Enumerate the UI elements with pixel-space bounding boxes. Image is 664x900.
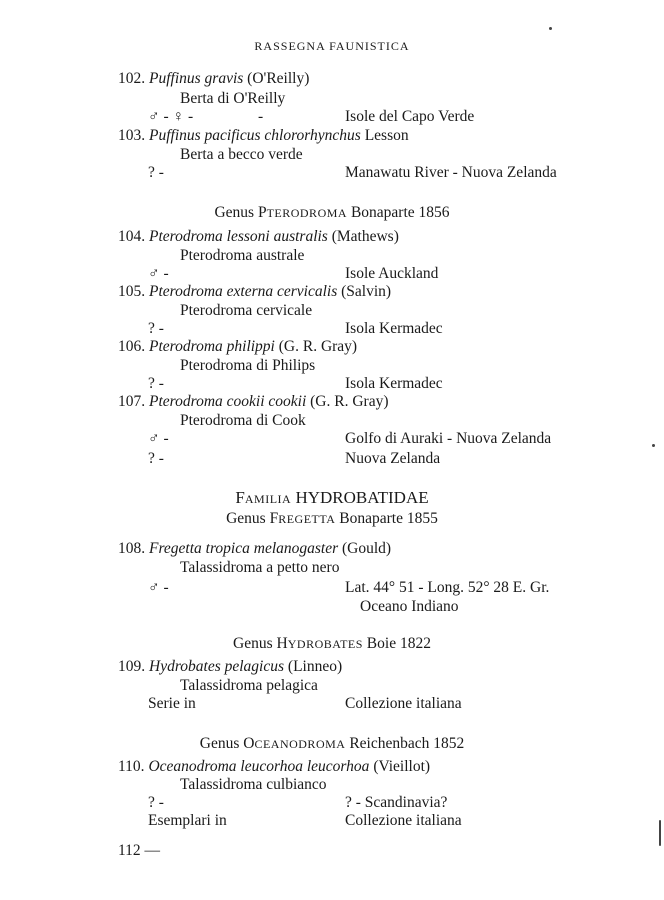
entry-number: 103. <box>118 127 146 144</box>
specimen-locality: Collezione italiana <box>345 812 462 829</box>
author: (G. R. Gray) <box>306 393 389 410</box>
scientific-name: Pterodroma externa cervicalis <box>149 283 338 300</box>
common-name: Talassidroma culbianco <box>180 776 327 793</box>
specimen-sex: ♂ - <box>148 265 169 282</box>
genus-rest: CEANODROMA <box>254 737 346 751</box>
specimen-locality-2: Oceano Indiano <box>360 598 459 615</box>
specimen-locality: Nuova Zelanda <box>345 450 441 467</box>
specimen-locality: Isole del Capo Verde <box>345 108 475 125</box>
entry-number: 106. <box>118 338 146 355</box>
entry-103-title <box>118 127 409 145</box>
specimen-locality: Collezione italiana <box>345 695 462 712</box>
common-name: Pterodroma di Philips <box>180 357 316 374</box>
genus-prefix: Genus <box>233 635 277 652</box>
genus-heading-hydrobates <box>0 635 664 653</box>
author: (Gould) <box>338 540 392 557</box>
scientific-name: Fregetta tropica melanogaster <box>149 540 339 557</box>
genus-initial: O <box>243 735 255 752</box>
specimen-sex: ♂ - ♀ - <box>148 108 194 125</box>
specimen-sex: ? - <box>148 375 164 392</box>
author: (Linneo) <box>284 658 343 675</box>
entry-104-title <box>118 228 399 246</box>
entry-number: 108. <box>118 540 146 557</box>
entry-108-title <box>118 540 391 558</box>
genus-heading-oceanodroma <box>0 735 664 753</box>
specimen-locality: Isola Kermadec <box>345 375 443 392</box>
scan-speck <box>549 27 552 30</box>
specimen-locality: ? - Scandinavia? <box>345 794 448 811</box>
genus-prefix: Genus <box>199 735 244 752</box>
specimen-sex: ? - <box>148 164 164 181</box>
familia-rest: AMILIA <box>244 492 292 506</box>
scientific-name: Pterodroma philippi <box>149 338 275 355</box>
genus-initial: F <box>269 510 279 527</box>
specimen-locality: Manawatu River - Nuova Zelanda <box>345 164 557 181</box>
entry-number: 105. <box>118 283 146 300</box>
genus-rest: REGETTA <box>278 512 336 526</box>
specimen-locality: Isole Auckland <box>345 265 439 282</box>
familia-name: HYDROBATIDAE <box>295 488 429 507</box>
author: (Salvin) <box>337 283 392 300</box>
scan-speck <box>652 444 655 447</box>
common-name: Pterodroma australe <box>180 247 305 264</box>
running-header: RASSEGNA FAUNISTICA <box>254 39 410 53</box>
author: (G. R. Gray) <box>274 338 358 355</box>
specimen-locality: Golfo di Auraki - Nuova Zelanda <box>345 430 552 447</box>
common-name: Talassidroma a petto nero <box>180 559 340 576</box>
page-number: 112 — <box>118 842 161 859</box>
entry-107-title <box>118 393 388 411</box>
genus-authority: Reichenbach 1852 <box>345 735 465 752</box>
entry-109-title <box>118 658 342 676</box>
specimen-sex: ♂ - <box>148 430 169 447</box>
common-name: Pterodroma di Cook <box>180 412 306 429</box>
genus-initial: H <box>276 635 288 652</box>
genus-prefix: Genus <box>214 204 258 221</box>
scientific-name: Oceanodroma leucorhoa leucorhoa <box>148 758 370 775</box>
common-name: Berta a becco verde <box>180 146 303 163</box>
genus-heading-fregetta <box>0 510 664 528</box>
scientific-name: Pterodroma lessoni australis <box>149 228 328 245</box>
specimen-sex: ? - <box>148 450 164 467</box>
entry-number: 107. <box>118 393 146 410</box>
genus-rest: YDROBATES <box>287 637 363 651</box>
scientific-name: Pterodroma cookii cookii <box>149 393 307 410</box>
entry-number: 109. <box>118 658 146 675</box>
genus-heading-pterodroma <box>0 204 664 222</box>
author: Lesson <box>360 127 409 144</box>
genus-prefix: Genus <box>226 510 270 527</box>
scientific-name: Hydrobates pelagicus <box>149 658 285 675</box>
scan-speck <box>659 820 661 846</box>
entry-105-title <box>118 283 391 301</box>
specimen-locality: Lat. 44° 51 - Long. 52° 28 E. Gr. <box>345 579 550 596</box>
entry-number: 104. <box>118 228 146 245</box>
specimen-sex: ? - <box>148 794 164 811</box>
genus-authority: Bonaparte 1855 <box>335 510 438 527</box>
entry-102-title <box>118 70 309 88</box>
familia-heading <box>0 488 664 508</box>
common-name: Talassidroma pelagica <box>180 677 318 694</box>
entry-number: 110. <box>118 758 145 775</box>
familia-initial: F <box>235 488 245 507</box>
common-name: Pterodroma cervicale <box>180 302 313 319</box>
entry-110-title <box>118 758 430 776</box>
specimen-sex: Serie in <box>148 695 196 712</box>
scientific-name: Puffinus pacificus chlororhynchus <box>149 127 361 144</box>
specimen-sex: ♂ - <box>148 579 169 596</box>
specimen-sex: Esemplari in <box>148 812 227 829</box>
entry-106-title <box>118 338 357 356</box>
specimen-sex: ? - <box>148 320 164 337</box>
common-name: Berta di O'Reilly <box>180 90 286 107</box>
specimen-locality: Isola Kermadec <box>345 320 443 337</box>
genus-authority: Bonaparte 1856 <box>347 204 450 221</box>
author: (Vieillot) <box>369 758 431 775</box>
genus-rest: TERODROMA <box>266 206 348 220</box>
genus-authority: Boie 1822 <box>362 635 431 652</box>
author: (O'Reilly) <box>243 70 310 87</box>
scientific-name: Puffinus gravis <box>149 70 244 87</box>
genus-initial: P <box>257 204 267 221</box>
specimen-extra: - <box>258 108 264 125</box>
entry-number: 102. <box>118 70 146 87</box>
author: (Mathews) <box>327 228 399 245</box>
